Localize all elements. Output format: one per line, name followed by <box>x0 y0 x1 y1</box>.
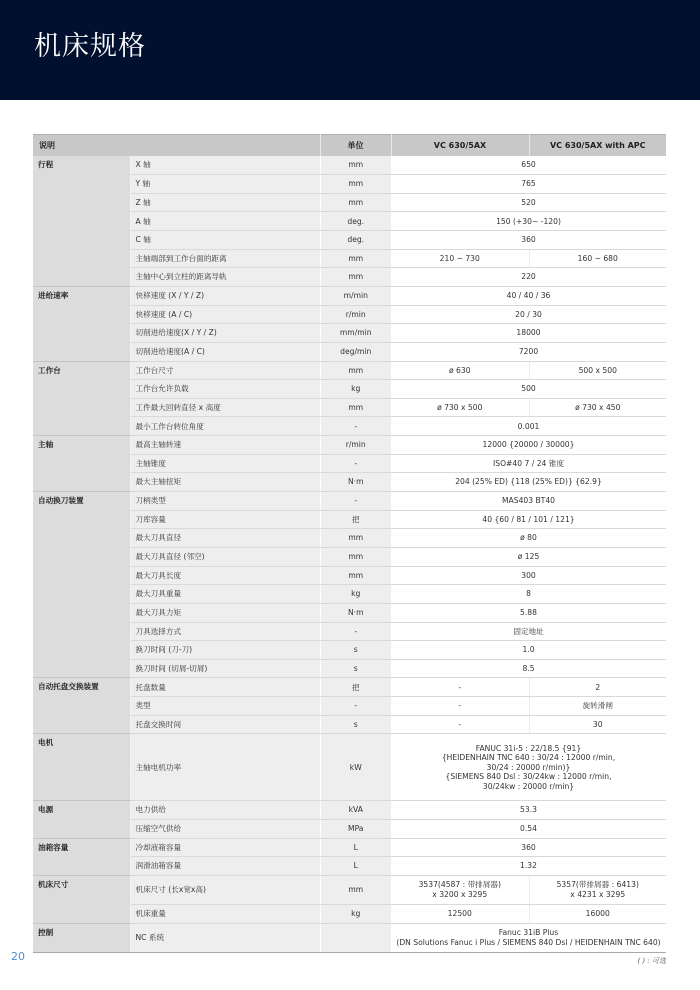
value-cell: MAS403 BT40 <box>391 492 666 511</box>
unit-cell: L <box>320 857 391 876</box>
item-cell: 润滑油箱容量 <box>130 857 320 876</box>
item-cell: 最大刀具长度 <box>130 566 320 585</box>
value-line: (DN Solutions Fanuc i Plus / SIEMENS 840 Dsl / HEIDENHAIN TNC 640) <box>396 937 661 947</box>
table-row <box>33 678 666 697</box>
unit-cell: mm <box>320 249 391 268</box>
value-cell: 40 / 40 / 36 <box>391 286 666 305</box>
value-cell: 1.0 <box>391 641 666 660</box>
table-row <box>33 734 666 801</box>
category-cell: 油箱容量 <box>33 838 130 875</box>
value-cell: 765 <box>391 175 666 194</box>
unit-cell: kW <box>320 734 391 801</box>
value-cell: 7200 <box>391 342 666 361</box>
item-cell: 托盘数量 <box>130 678 320 697</box>
unit-cell: deg. <box>320 212 391 231</box>
unit-cell: N·m <box>320 473 391 492</box>
value-line: 30/24kw : 20000 r/min} <box>482 781 575 791</box>
unit-cell: r/min <box>320 305 391 324</box>
value-cell: 20 / 30 <box>391 305 666 324</box>
unit-cell: deg. <box>320 231 391 250</box>
unit-cell: 把 <box>320 510 391 529</box>
item-cell: 最大刀具力矩 <box>130 603 320 622</box>
category-cell: 行程 <box>33 156 130 286</box>
item-cell: X 轴 <box>130 156 320 175</box>
value-cell: ISO#40 7 / 24 锥度 <box>391 454 666 473</box>
value-cell: 8 <box>391 585 666 604</box>
value-cell: 360 <box>391 838 666 857</box>
unit-cell: mm <box>320 398 391 417</box>
value-cell: 220 <box>391 268 666 287</box>
category-cell: 自动换刀装置 <box>33 492 130 678</box>
category-cell: 电源 <box>33 801 130 838</box>
item-cell: 工作台允许负载 <box>130 380 320 399</box>
value-cell: ø 125 <box>391 547 666 566</box>
page-number: 20 <box>11 950 25 963</box>
unit-cell: MPa <box>320 820 391 839</box>
unit-cell: mm <box>320 175 391 194</box>
value-cell-model-1: - <box>391 697 529 716</box>
item-cell: 最大刀具重量 <box>130 585 320 604</box>
unit-cell: - <box>320 622 391 641</box>
value-cell-model-2: 500 x 500 <box>529 361 666 380</box>
unit-cell: kVA <box>320 801 391 820</box>
item-cell: Z 轴 <box>130 193 320 212</box>
table-header-row <box>33 135 666 157</box>
item-cell: 快移速度 (A / C) <box>130 305 320 324</box>
value-cell: 520 <box>391 193 666 212</box>
value-cell-model-1: ø 630 <box>391 361 529 380</box>
category-cell: 工作台 <box>33 361 130 436</box>
value-cell-model-1: ø 730 x 500 <box>391 398 529 417</box>
value-line: {HEIDENHAIN TNC 640 : 30/24 : 12000 r/min, <box>441 753 616 763</box>
item-cell: 刀库容量 <box>130 510 320 529</box>
value-line: x 4231 x 3295 <box>570 889 626 899</box>
unit-cell <box>320 923 391 952</box>
table-row <box>33 492 666 511</box>
spec-table <box>33 134 666 953</box>
item-cell: 工作台尺寸 <box>130 361 320 380</box>
item-cell: 最大主轴扭矩 <box>130 473 320 492</box>
unit-cell: mm <box>320 875 391 904</box>
item-cell: NC 系统 <box>130 923 320 952</box>
value-line: 30/24 : 20000 r/min)} <box>486 762 571 772</box>
unit-cell: kg <box>320 585 391 604</box>
item-cell: 主轴电机功率 <box>130 734 320 801</box>
value-cell: 150 (+30~ -120) <box>391 212 666 231</box>
unit-cell: mm <box>320 361 391 380</box>
unit-cell: mm <box>320 193 391 212</box>
item-cell: 冷却液箱容量 <box>130 838 320 857</box>
value-cell-model-1: - <box>391 715 529 734</box>
category-cell: 主轴 <box>33 436 130 492</box>
value-cell: 18000 <box>391 324 666 343</box>
item-cell: 压缩空气供给 <box>130 820 320 839</box>
value-cell-model-2: 30 <box>529 715 666 734</box>
unit-cell: s <box>320 641 391 660</box>
item-cell: 快移速度 (X / Y / Z) <box>130 286 320 305</box>
item-cell: 托盘交换时间 <box>130 715 320 734</box>
category-cell: 控制 <box>33 923 130 952</box>
unit-cell: - <box>320 454 391 473</box>
value-cell: 12000 {20000 / 30000} <box>391 436 666 455</box>
value-cell: 8.5 <box>391 659 666 678</box>
value-cell: 300 <box>391 566 666 585</box>
unit-cell: kg <box>320 904 391 923</box>
unit-cell: mm <box>320 566 391 585</box>
unit-cell: - <box>320 417 391 436</box>
title-banner <box>0 0 700 100</box>
item-cell: 类型 <box>130 697 320 716</box>
value-line: x 3200 x 3295 <box>432 889 488 899</box>
value-cell-model-1: - <box>391 678 529 697</box>
value-cell: 0.54 <box>391 820 666 839</box>
page-title: 机床规格 <box>34 31 146 62</box>
value-cell-model-2: 16000 <box>529 904 666 923</box>
unit-cell: mm/min <box>320 324 391 343</box>
value-cell <box>391 734 666 801</box>
value-cell: 40 {60 / 81 / 101 / 121} <box>391 510 666 529</box>
item-cell: 切削进给速度(X / Y / Z) <box>130 324 320 343</box>
item-cell: 最高主轴转速 <box>130 436 320 455</box>
unit-cell: 把 <box>320 678 391 697</box>
item-cell: 工件最大回转直径 x 高度 <box>130 398 320 417</box>
unit-cell: mm <box>320 268 391 287</box>
category-cell: 进给速率 <box>33 286 130 361</box>
column-header-model-2: VC 630/5AX with APC <box>529 135 666 157</box>
unit-cell: kg <box>320 380 391 399</box>
item-cell: 机床重量 <box>130 904 320 923</box>
value-cell-model-2: 160 ~ 680 <box>529 249 666 268</box>
item-cell: 最大刀具直径 (邻空) <box>130 547 320 566</box>
item-cell: 机床尺寸 (长x宽x高) <box>130 875 320 904</box>
column-header-unit: 单位 <box>320 135 391 157</box>
category-cell: 电机 <box>33 734 130 801</box>
value-line: FANUC 31i-5 : 22/18.5 {91} <box>475 743 582 753</box>
value-line: 5357(带排屑器 : 6413) <box>556 880 639 890</box>
value-cell: 固定地址 <box>391 622 666 641</box>
item-cell: 最大刀具直径 <box>130 529 320 548</box>
value-cell: ø 80 <box>391 529 666 548</box>
item-cell: 刀柄类型 <box>130 492 320 511</box>
unit-cell: - <box>320 697 391 716</box>
item-cell: Y 轴 <box>130 175 320 194</box>
item-cell: 刀具选择方式 <box>130 622 320 641</box>
table-row <box>33 286 666 305</box>
unit-cell: s <box>320 659 391 678</box>
item-cell: A 轴 <box>130 212 320 231</box>
unit-cell: s <box>320 715 391 734</box>
value-cell-model-2: ø 730 x 450 <box>529 398 666 417</box>
item-cell: 主轴锥度 <box>130 454 320 473</box>
table-row <box>33 436 666 455</box>
unit-cell: mm <box>320 529 391 548</box>
item-cell: 换刀时间 (刀-刀) <box>130 641 320 660</box>
table-row <box>33 838 666 857</box>
item-cell: 最小工作台转位角度 <box>130 417 320 436</box>
unit-cell: r/min <box>320 436 391 455</box>
item-cell: C 轴 <box>130 231 320 250</box>
value-cell: 500 <box>391 380 666 399</box>
value-cell: 650 <box>391 156 666 175</box>
item-cell: 主轴端部到工作台面的距离 <box>130 249 320 268</box>
value-cell: 53.3 <box>391 801 666 820</box>
item-cell: 主轴中心到立柱的距离导轨 <box>130 268 320 287</box>
unit-cell: N·m <box>320 603 391 622</box>
value-cell: 1.32 <box>391 857 666 876</box>
item-cell: 换刀时间 (切屑-切屑) <box>130 659 320 678</box>
category-cell: 机床尺寸 <box>33 875 130 923</box>
unit-cell: m/min <box>320 286 391 305</box>
table-row <box>33 875 666 904</box>
category-cell: 自动托盘交换装置 <box>33 678 130 734</box>
value-cell <box>391 923 666 952</box>
table-row <box>33 923 666 952</box>
item-cell: 电力供给 <box>130 801 320 820</box>
value-cell: 5.88 <box>391 603 666 622</box>
unit-cell: mm <box>320 156 391 175</box>
unit-cell: deg/min <box>320 342 391 361</box>
value-cell: 360 <box>391 231 666 250</box>
value-cell-model-1: 12500 <box>391 904 529 923</box>
table-row <box>33 801 666 820</box>
unit-cell: mm <box>320 547 391 566</box>
column-header-model-1: VC 630/5AX <box>391 135 529 157</box>
value-cell: 0.001 <box>391 417 666 436</box>
value-cell-model-2: 旋转滑闸 <box>529 697 666 716</box>
value-line: Fanuc 31iB Plus <box>498 928 559 938</box>
value-line: {SIEMENS 840 Dsl : 30/24kw : 12000 r/min, <box>445 772 612 782</box>
column-header-description: 说明 <box>33 135 320 157</box>
value-cell-model-1 <box>391 875 529 904</box>
value-line: 3537(4587 : 带排屑器) <box>418 880 501 890</box>
optional-footnote: ( ) : 可选 <box>637 957 666 965</box>
item-cell: 切削进给速度(A / C) <box>130 342 320 361</box>
value-cell-model-2 <box>529 875 666 904</box>
value-cell: 204 (25% ED) {118 (25% ED)} {62.9} <box>391 473 666 492</box>
table-row <box>33 156 666 175</box>
value-cell-model-1: 210 ~ 730 <box>391 249 529 268</box>
table-row <box>33 361 666 380</box>
unit-cell: - <box>320 492 391 511</box>
unit-cell: L <box>320 838 391 857</box>
value-cell-model-2: 2 <box>529 678 666 697</box>
